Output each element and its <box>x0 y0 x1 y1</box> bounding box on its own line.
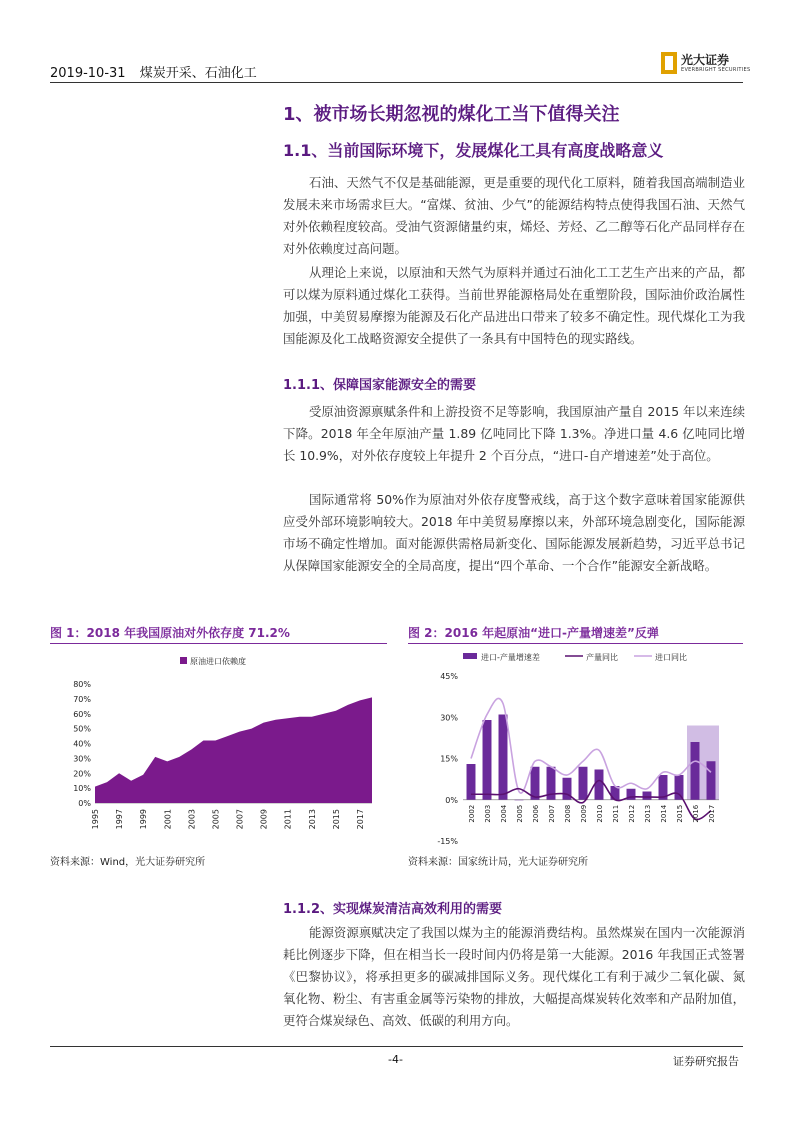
fig2-x-tick: 2004 <box>500 804 508 823</box>
fig2-bar <box>531 767 540 800</box>
header-divider <box>50 82 743 83</box>
fig2-bar <box>643 792 652 800</box>
fig2-bar <box>483 720 492 800</box>
page-number: -4- <box>388 1053 403 1066</box>
report-header <box>50 62 257 81</box>
fig1-x-tick: 1995 <box>91 809 100 830</box>
fig2-x-tick: 2015 <box>676 804 684 823</box>
fig2-x-tick: 2005 <box>516 804 524 823</box>
fig2-legend-label-bar: 进口-产量增速差 <box>481 653 540 662</box>
subsubsection-title-2: 1.1.2、实现煤炭清洁高效利用的需要 <box>283 902 503 917</box>
fig2-x-tick: 2006 <box>532 804 540 823</box>
paragraph-4: 国际通常将 50%作为原油对外依存度警戒线，高于这个数字意味着国家能源供应受外部环境影响较大。2018 年中美贸易摩擦以来，外部环境急剧变化，国际能源市场不确定性增加。面对能源供需格局新变化、国际能源发展新趋势，习近平总书记从保障国家能源安全的全局高度，提出“四个革命、一个合作”能源安全新战略。 <box>283 492 745 573</box>
report-date: 2019-10-31 <box>50 66 126 81</box>
paragraph-2: 从理论上来说，以原油和天然气为原料并通过石油化工工艺生产出来的产品，都可以煤为原料通过煤化工获得。当前世界能源格局处在重塑阶段，国际油价政治属性加强，中美贸易摩擦为能源及石化产品进出口带来了较多不确定性。现代煤化工为我国能源及化工战略资源安全提供了一条具有中国特色的现实路线。 <box>283 265 745 346</box>
fig1-x-tick: 2011 <box>283 809 293 830</box>
fig1-y-tick: 20% <box>73 769 91 779</box>
fig2-y-tick: -15% <box>437 837 458 846</box>
fig2-x-tick: 2008 <box>564 804 572 823</box>
fig2-x-tick: 2007 <box>548 804 556 823</box>
fig2-x-tick: 2010 <box>596 804 604 823</box>
fig1-x-tick: 2001 <box>163 809 173 830</box>
fig1-y-tick: 70% <box>73 694 91 704</box>
paragraph-3: 受原油资源禀赋条件和上游投资不足等影响，我国原油产量自 2015 年以来连续下降。2018 年全年原油产量 1.89 亿吨同比下降 1.3%。净进口量 4.6 亿吨同比增长 10.9%，对外依存度较上年提升 2 个百分点，“进口-自产增速差”处于高位。 <box>283 404 745 463</box>
fig1-y-tick: 50% <box>73 724 91 734</box>
logo-icon <box>661 52 677 74</box>
paragraph-5: 能源资源禀赋决定了我国以煤为主的能源消费结构。虽然煤炭在国内一次能源消耗比例逐步下降，但在相当长一段时间内仍将是第一大能源。2016 年我国正式签署《巴黎协议》，将承担更多的碳减排国际义务。现代煤化工有利于减少二氧化碳、氮氧化物、粉尘、有害重金属等污染物的排放，大幅提高煤炭转化效率和产品附加值，更符合煤炭绿色、高效、低碳的利用方向。 <box>283 925 745 1028</box>
fig1-x-tick: 2017 <box>355 809 365 830</box>
fig1-y-tick: 80% <box>73 680 91 689</box>
fig2-y-tick: 30% <box>440 713 458 723</box>
fig2-bar <box>515 800 524 801</box>
fig2-x-tick: 2009 <box>580 804 588 823</box>
fig1-x-tick: 2015 <box>331 809 341 830</box>
fig2-x-tick: 2002 <box>468 804 476 823</box>
company-logo <box>661 52 750 74</box>
fig1-x-tick: 2013 <box>307 809 317 830</box>
fig2-bar <box>579 767 588 800</box>
figure-1-source: 资料来源：Wind，光大证券研究所 <box>50 857 206 868</box>
fig2-x-tick: 2014 <box>660 804 668 823</box>
fig1-y-tick: 0% <box>78 799 91 808</box>
fig2-y-tick: 0% <box>445 795 458 805</box>
fig2-x-tick: 2013 <box>644 804 652 823</box>
fig2-legend-swatch-bar <box>463 653 477 659</box>
report-industry: 煤炭开采、石油化工 <box>139 66 257 81</box>
figure-1-divider <box>50 643 387 644</box>
logo-en: EVERBRIGHT SECURITIES <box>681 66 751 73</box>
fig2-bar <box>595 770 604 800</box>
fig2-x-tick: 2003 <box>484 804 492 823</box>
paragraph-1: 石油、天然气不仅是基础能源，更是重要的现代化工原料，随着我国高端制造业发展未来市场需求巨大。“富煤、贫油、少气”的能源结构特点使得我国石油、天然气对外依赖程度较高。受油气资源储量约束，烯烃、芳烃、乙二醇等石化产品同样存在对外依赖度过高问题。 <box>283 175 745 256</box>
fig2-legend-label-prod: 产量同比 <box>586 653 618 662</box>
fig1-x-tick: 2003 <box>187 809 197 830</box>
figure-1-chart <box>50 648 387 846</box>
fig2-x-tick: 2011 <box>612 804 620 823</box>
fig1-x-tick: 2005 <box>211 809 221 830</box>
fig2-legend-label-import: 进口同比 <box>655 653 687 662</box>
fig1-x-tick: 1997 <box>115 809 125 830</box>
fig2-x-tick: 2012 <box>628 804 636 823</box>
fig2-x-tick: 2016 <box>692 804 700 823</box>
fig2-bar <box>707 761 716 800</box>
fig1-y-tick: 40% <box>73 739 91 749</box>
fig1-area-series <box>95 697 372 803</box>
footer-divider <box>50 1046 743 1047</box>
section-title: 1、被市场长期忽视的煤化工当下值得关注 <box>283 104 620 125</box>
fig2-y-tick: 15% <box>440 754 458 764</box>
fig1-y-tick: 30% <box>73 754 91 764</box>
fig2-x-tick: 2017 <box>708 804 716 823</box>
figure-1-title: 图 1：2018 年我国原油对外依存度 71.2% <box>50 626 290 640</box>
fig2-y-tick: 45% <box>440 672 458 681</box>
fig1-x-tick: 2007 <box>235 809 245 830</box>
fig1-x-tick: 1999 <box>139 809 149 830</box>
figure-2-divider <box>408 643 743 644</box>
fig1-x-tick: 2009 <box>259 809 269 830</box>
fig1-y-tick: 10% <box>73 784 91 794</box>
fig2-bar <box>691 742 700 800</box>
footer-label: 证券研究报告 <box>673 1055 739 1068</box>
figure-2-chart <box>408 648 743 846</box>
fig1-legend-label: 原油进口依赖度 <box>190 657 246 666</box>
figure-2-source: 资料来源：国家统计局，光大证券研究所 <box>408 857 588 868</box>
fig1-legend-swatch <box>180 657 187 664</box>
fig1-y-tick: 60% <box>73 709 91 719</box>
figure-2-title: 图 2：2016 年起原油“进口-产量增速差”反弹 <box>408 626 659 640</box>
fig2-bar <box>675 775 684 800</box>
subsubsection-title-1: 1.1.1、保障国家能源安全的需要 <box>283 378 477 393</box>
logo-cn: 光大证券 <box>681 52 730 67</box>
subsection-title: 1.1、当前国际环境下，发展煤化工具有高度战略意义 <box>283 141 664 160</box>
fig2-bar <box>499 715 508 800</box>
